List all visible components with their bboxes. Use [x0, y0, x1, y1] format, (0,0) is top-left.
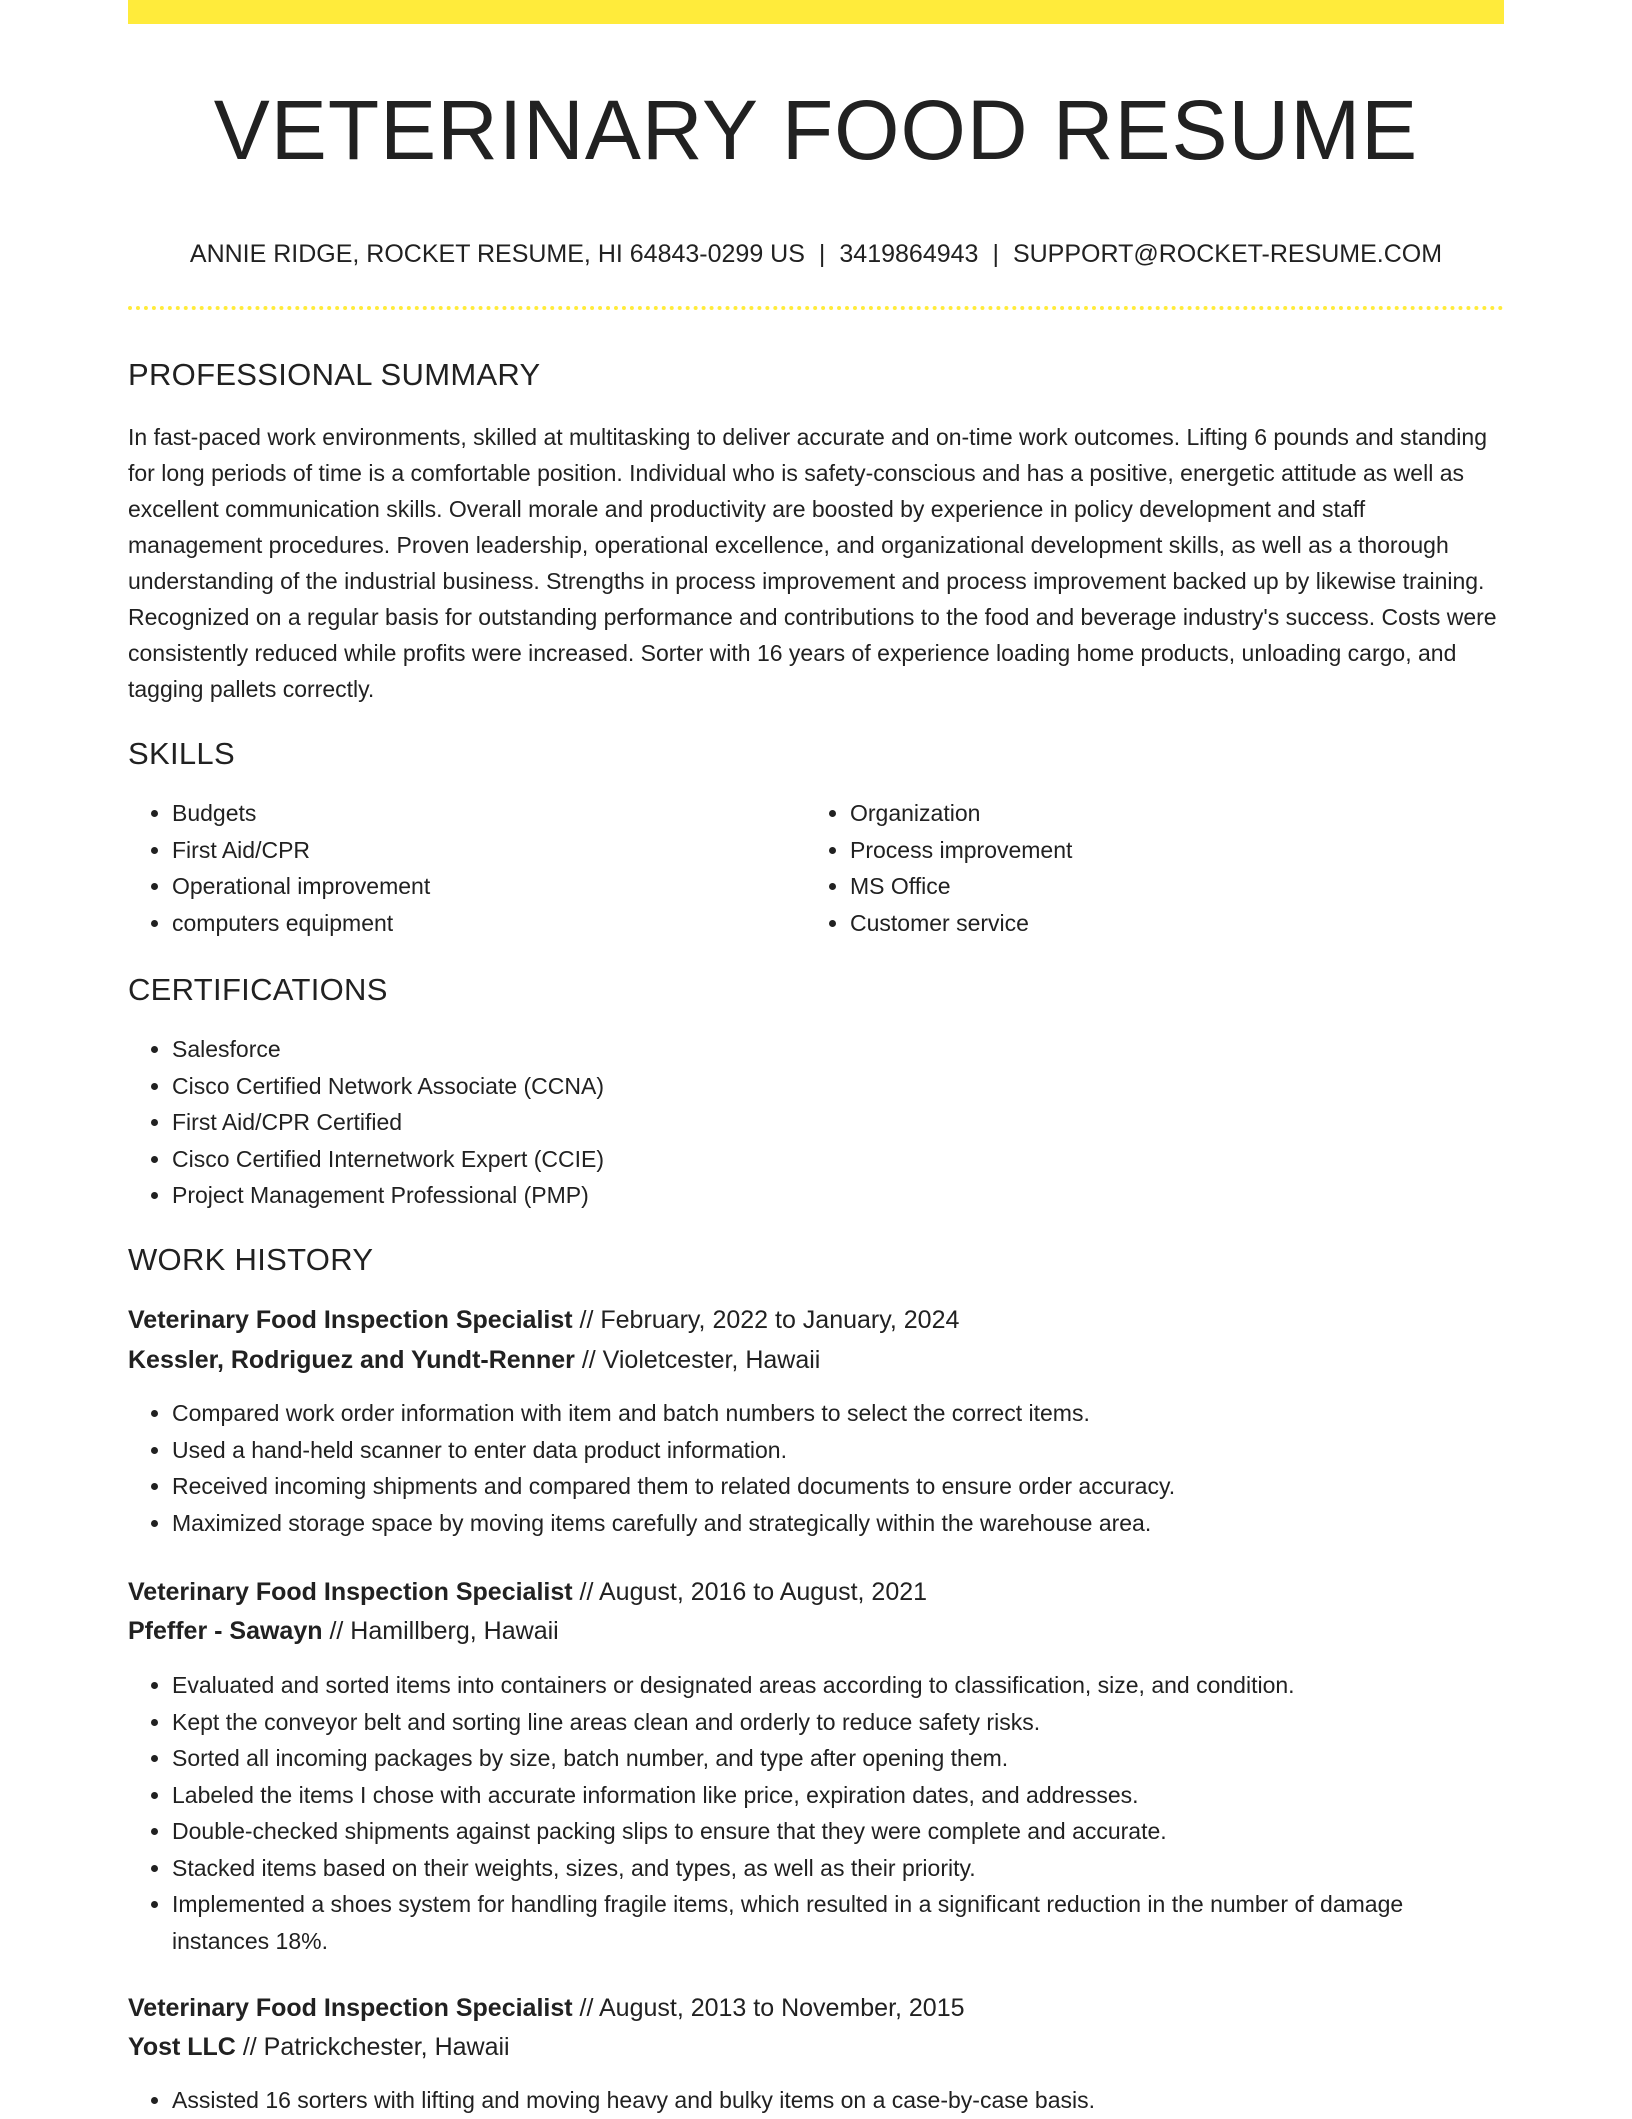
job-duty-item: • Stacked items based on their weights, sizes, and types, as well as their priority.: [172, 1850, 1502, 1887]
job-title: Veterinary Food Inspection Specialist: [128, 1306, 573, 1334]
job-location: // Violetcester, Hawaii: [581, 1346, 821, 1374]
job-location: // Hamillberg, Hawaii: [329, 1617, 559, 1645]
certification-item: • Cisco Certified Internetwork Expert (CCIE): [172, 1141, 1502, 1178]
job-title-line: [128, 1302, 1504, 1338]
job-company: Pfeffer - Sawayn: [128, 1617, 323, 1645]
job-duty-item: • Sorted all incoming packages by size, batch number, and type after opening them.: [172, 1740, 1502, 1777]
job-title: Veterinary Food Inspection Specialist: [128, 1578, 573, 1606]
contact-address: ANNIE RIDGE, ROCKET RESUME, HI 64843-0299 US: [189, 240, 805, 268]
job-company: Kessler, Rodriguez and Yundt-Renner: [128, 1346, 575, 1374]
job-duty-item: • Used a hand-held scanner to enter data product information.: [172, 1432, 1502, 1469]
skill-item: • First Aid/CPR: [172, 832, 792, 869]
contact-separator: |: [992, 240, 999, 268]
certification-item: • Salesforce: [172, 1031, 1502, 1068]
job-duties-list: [128, 2082, 1502, 2119]
accent-top-bar: [128, 0, 1504, 24]
job-duty-item: • Labeled the items I chose with accurate information like price, expiration dates, and addresses.: [172, 1777, 1502, 1814]
job-dates: // February, 2022 to January, 2024: [579, 1306, 960, 1334]
contact-phone: 3419864943: [839, 240, 979, 268]
skills-list-left: [128, 795, 792, 941]
job-duty-item: • Kept the conveyor belt and sorting line areas clean and orderly to reduce safety risks.: [172, 1704, 1502, 1741]
contact-email: SUPPORT@ROCKET-RESUME.COM: [1012, 240, 1443, 268]
job-duty-item: • Implemented a shoes system for handling fragile items, which resulted in a significant reduction in the number of damage instances 18%.: [172, 1886, 1502, 1959]
skills-heading: SKILLS: [128, 736, 235, 771]
job-duty-item: • Double-checked shipments against packing slips to ensure that they were complete and accurate.: [172, 1813, 1502, 1850]
job-company-line: [128, 1342, 1504, 1378]
contact-line: [128, 236, 1504, 272]
job-duty-item: • Compared work order information with item and batch numbers to select the correct items.: [172, 1395, 1502, 1432]
job-dates: // August, 2013 to November, 2015: [579, 1994, 965, 2022]
summary-heading: PROFESSIONAL SUMMARY: [128, 357, 541, 392]
job-duties-list: [128, 1395, 1502, 1541]
skill-item: • Customer service: [850, 905, 1500, 942]
job-duty-item: • Received incoming shipments and compared them to related documents to ensure order accuracy.: [172, 1468, 1502, 1505]
resume-title: VETERINARY FOOD RESUME: [213, 83, 1419, 177]
dotted-divider: [128, 306, 1504, 310]
certification-item: • Cisco Certified Network Associate (CCNA): [172, 1068, 1502, 1105]
summary-text: In fast-paced work environments, skilled at multitasking to deliver accurate and on-time work outcomes. Lifting 6 pounds and standing for long periods of time is a comfortable position. Individual who is safety-conscious and has a positive, energetic attitude as well as excellent communication skills. Overall morale and productivity are boosted by experience in policy development and staff management procedures. Proven leadership, operational excellence, and organizational development skills, as well as a thorough understanding of the industrial business. Strengths in process improvement and process improvement backed up by likewise training. Recognized on a regular basis for outstanding performance and contributions to the food and beverage industry's success. Costs were consistently reduced while profits were increased. Sorter with 16 years of experience loading home products, unloading cargo, and tagging pallets correctly.: [128, 424, 1497, 702]
job-title: Veterinary Food Inspection Specialist: [128, 1994, 573, 2022]
job-company: Yost LLC: [128, 2033, 236, 2061]
certification-item: • First Aid/CPR Certified: [172, 1104, 1502, 1141]
job-duty-item: • Maximized storage space by moving items carefully and strategically within the warehouse area.: [172, 1505, 1502, 1542]
contact-separator: |: [818, 240, 826, 268]
work-history-heading: WORK HISTORY: [128, 1242, 374, 1277]
skill-item: • Process improvement: [850, 832, 1500, 869]
job-location: // Patrickchester, Hawaii: [242, 2033, 510, 2061]
skill-item: • Organization: [850, 795, 1500, 832]
job-title-line: [128, 1990, 1504, 2026]
job-duty-item: • Assisted 16 sorters with lifting and moving heavy and bulky items on a case-by-case basis.: [172, 2082, 1502, 2119]
skill-item: • Budgets: [172, 795, 792, 832]
skill-item: • computers equipment: [172, 905, 792, 942]
job-duty-item: • Evaluated and sorted items into containers or designated areas according to classification, size, and condition.: [172, 1667, 1502, 1704]
job-company-line: [128, 1613, 1504, 1649]
job-dates: // August, 2016 to August, 2021: [579, 1578, 928, 1606]
job-title-line: [128, 1574, 1504, 1610]
skills-list-right: [806, 795, 1500, 941]
skill-item: • Operational improvement: [172, 868, 792, 905]
certifications-heading: CERTIFICATIONS: [128, 972, 388, 1007]
job-duties-list: [128, 1667, 1502, 1959]
job-company-line: [128, 2029, 1504, 2065]
skill-item: • MS Office: [850, 868, 1500, 905]
certification-item: • Project Management Professional (PMP): [172, 1177, 1502, 1214]
certifications-list: [128, 1031, 1502, 1214]
